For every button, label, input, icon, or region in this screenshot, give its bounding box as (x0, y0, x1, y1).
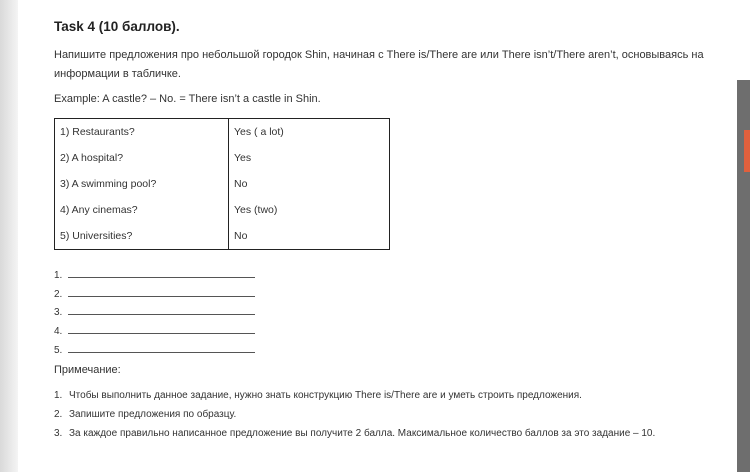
note-number: 3. (54, 428, 63, 439)
answer-number: 5. (54, 344, 63, 356)
note-number: 2. (54, 409, 63, 420)
task-title: Task 4 (10 баллов). (54, 19, 180, 34)
answer-blank[interactable] (68, 333, 255, 334)
answer-cell: Yes ( a lot) (229, 119, 390, 146)
answer-blank[interactable] (68, 277, 255, 278)
question-cell: 2) A hospital? (55, 145, 229, 171)
answer-line (54, 262, 255, 281)
answer-blank[interactable] (68, 352, 255, 353)
answer-blank[interactable] (68, 296, 255, 297)
answer-number: 1. (54, 269, 63, 281)
note-heading: Примечание: (54, 364, 121, 376)
answer-cell: No (229, 171, 390, 197)
answer-line (54, 318, 255, 337)
answer-line (54, 281, 255, 300)
table-row (55, 145, 390, 171)
info-table (54, 118, 390, 250)
answer-line (54, 300, 255, 319)
note-item (54, 426, 655, 445)
scroll-marker (744, 130, 750, 172)
note-item (54, 388, 655, 407)
question-cell: 4) Any cinemas? (55, 197, 229, 223)
left-page-edge (0, 0, 18, 472)
answer-lines (54, 262, 255, 356)
table-row (55, 197, 390, 223)
answer-number: 2. (54, 288, 63, 300)
question-cell: 3) A swimming pool? (55, 171, 229, 197)
note-item (54, 407, 655, 426)
note-text: Чтобы выполнить данное задание, нужно знать конструкцию There is/There are и уметь строить предложения. (69, 390, 582, 401)
answer-blank[interactable] (68, 314, 255, 315)
question-cell: 5) Universities? (55, 223, 229, 250)
answer-cell: No (229, 223, 390, 250)
table-row (55, 223, 390, 250)
table-row (55, 171, 390, 197)
answer-number: 4. (54, 326, 63, 338)
note-text: За каждое правильно написанное предложение вы получите 2 балла. Максимальное количество баллов за это задание – 10. (69, 428, 656, 439)
question-cell: 1) Restaurants? (55, 119, 229, 146)
note-number: 1. (54, 390, 63, 401)
answer-line (54, 337, 255, 356)
notes-list (54, 388, 655, 445)
answer-number: 3. (54, 307, 63, 319)
answer-cell: Yes (229, 145, 390, 171)
table-row (55, 119, 390, 146)
answer-cell: Yes (two) (229, 197, 390, 223)
note-text: Запишите предложения по образцу. (69, 409, 237, 420)
task-example: Example: A castle? – No. = There isn’t a castle in Shin. (54, 93, 321, 105)
task-instructions: Напишите предложения про небольшой городок Shin, начиная с There is/There are или There isn’t/There aren’t, основываясь на информации в табличке. (54, 49, 704, 80)
